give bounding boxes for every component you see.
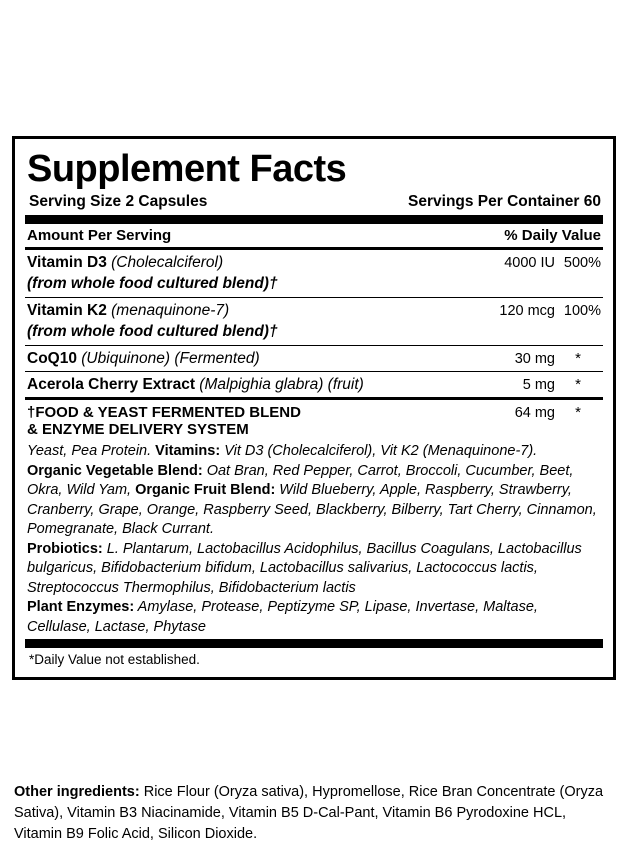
nutrient-name-bold: Vitamin K2 [27, 302, 107, 319]
daily-value-header: % Daily Value [504, 227, 601, 244]
blend-vegetable-text: Oat Bran, Red Pepper, Carrot, Broccoli, Cucumber, Beet, Okra, Wild Yam, [27, 462, 574, 498]
blend-vitamins-label: Vitamins: [155, 443, 221, 459]
nutrient-subline: (from whole food cultured blend)† [27, 275, 278, 292]
blend-probiotics-text: L. Plantarum, Lactobacillus Acidophilus, Bacillus Coagulans, Lactobacillus bulgaricus, Bifidobacterium bifidum, Lactobacillus salivarius, Lactococcus lactis, Streptococcus Thermophilus, Bifidobacterium lactis [27, 540, 582, 596]
nutrient-daily-value: 100% [563, 303, 601, 319]
table-row [25, 250, 603, 275]
nutrient-name-italic: (Ubiquinone) (Fermented) [76, 350, 260, 367]
blend-fruit-label: Organic Fruit Blend: [131, 482, 276, 498]
divider-thick-bottom [25, 639, 603, 648]
blend-line-enzymes [27, 598, 601, 637]
servings-per-container: Servings Per Container 60 [408, 193, 601, 210]
nutrient-amount: 5 mg [522, 377, 555, 393]
blend-vitamins-text: Vit D3 (Cholecalciferol), Vit K2 (Menaquinone-7). [220, 443, 538, 459]
nutrient-name [27, 302, 491, 320]
table-row [25, 372, 603, 397]
blend-line-probiotics [27, 540, 601, 599]
nutrient-subline: (from whole food cultured blend)† [27, 323, 278, 340]
blend-vegetable-label: Organic Vegetable Blend: [27, 462, 203, 479]
nutrient-daily-value: * [575, 376, 581, 393]
nutrient-name-italic: (menaquinone-7) [106, 302, 230, 319]
nutrient-amount: 30 mg [514, 351, 555, 367]
serving-size: Serving Size 2 Capsules [29, 193, 208, 210]
serving-row [25, 191, 603, 215]
blend-amount: 64 mg [514, 405, 555, 421]
blend-enzymes-text: Amylase, Protease, Peptizyme SP, Lipase, Invertase, Maltase, Cellulase, Lactase, Phytase [27, 599, 538, 635]
daily-value-footnote: *Daily Value not established. [29, 652, 200, 667]
supplement-facts-panel [12, 136, 616, 680]
nutrient-name [27, 254, 491, 272]
blend-line-veg-fruit [27, 462, 601, 540]
nutrient-name-bold: Acerola Cherry Extract [27, 376, 195, 393]
nutrient-name [27, 376, 491, 394]
nutrient-amount: 4000 IU [504, 255, 555, 271]
blend-line-vitamins [27, 442, 601, 462]
nutrient-daily-value: * [575, 350, 581, 367]
nutrient-amount: 120 mcg [499, 303, 555, 319]
blend-fruit-text: Wild Blueberry, Apple, Raspberry, Strawberry, Cranberry, Grape, Orange, Raspberry Seed, Blackberry, Bilberry, Tart Cherry, Cinnamon, Pomegranate, Black Currant. [27, 482, 597, 537]
nutrient-name-italic: (Malpighia glabra) (fruit) [195, 376, 364, 393]
nutrient-daily-value: 500% [563, 255, 601, 271]
other-ingredients-text: Rice Flour (Oryza sativa), Hypromellose, Rice Bran Concentrate (Oryza Sativa), Vitamin B3 Niacinamide, Vitamin B5 D-Cal-Pant, Vitamin B6 Pyrodoxine HCL, Vitamin B9 Folic Acid, Silicon Dioxide. [14, 784, 604, 842]
other-ingredients-label: Other ingredients: [14, 784, 140, 800]
table-row [25, 298, 603, 323]
blend-enzymes-label: Plant Enzymes: [27, 599, 135, 615]
nutrient-name-italic: (Cholecalciferol) [106, 254, 224, 271]
blend-title-line1: †FOOD & YEAST FERMENTED BLEND [27, 404, 301, 421]
table-row [25, 346, 603, 371]
divider-thick-top [25, 215, 603, 224]
blend-ingredients [25, 440, 603, 639]
amount-per-serving-header: Amount Per Serving [27, 227, 172, 244]
nutrient-name-bold: CoQ10 [27, 350, 77, 367]
blend-yeast-pea: Yeast, Pea Protein. [27, 443, 156, 459]
page-title: Supplement Facts [27, 148, 347, 190]
blend-probiotics-label: Probiotics: [27, 540, 103, 557]
blend-title-line2: & ENZYME DELIVERY SYSTEM [27, 421, 249, 438]
blend-header-row [25, 400, 603, 421]
nutrient-name-bold: Vitamin D3 [27, 254, 107, 271]
nutrient-name [27, 350, 491, 368]
other-ingredients [14, 782, 614, 845]
table-header-row [25, 224, 603, 247]
blend-daily-value: * [575, 404, 581, 421]
